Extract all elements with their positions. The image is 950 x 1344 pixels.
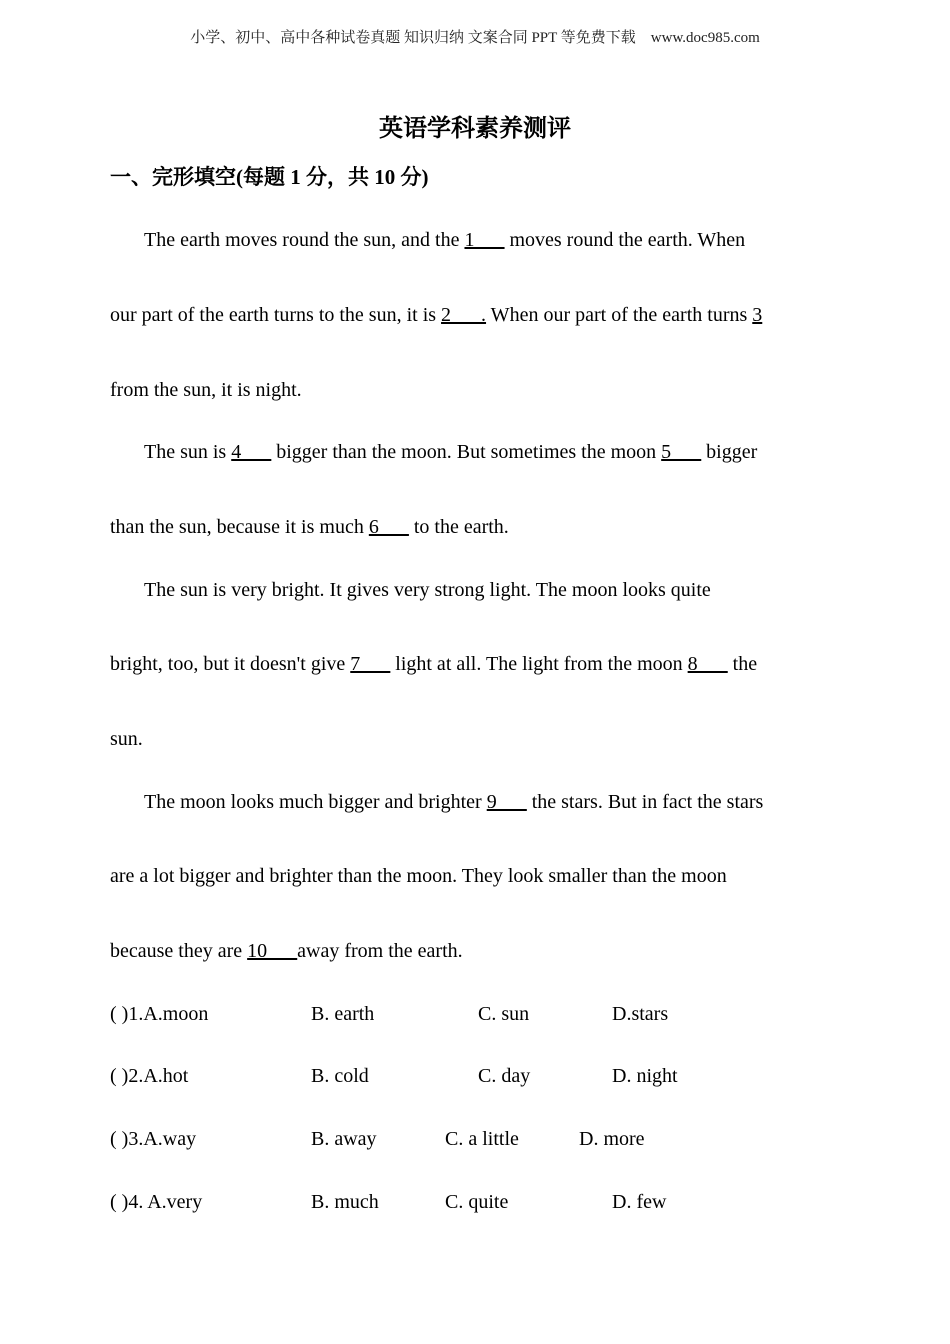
question-number: ( )1.A.moon	[110, 1003, 209, 1025]
option-c: C. sun	[478, 1003, 530, 1025]
option-d: D.stars	[612, 1003, 669, 1025]
passage-line: The moon looks much bigger and brighter 9___ the stars. But in fact the stars	[144, 791, 764, 813]
passage-line: bright, too, but it doesn't give 7___ light at all. The light from the moon 8___ the	[110, 653, 758, 675]
passage-line: our part of the earth turns to the sun, it is 2___. When our part of the earth turns 3	[110, 304, 763, 326]
blank-10: 10___	[247, 940, 298, 962]
blank-9: 9___	[486, 791, 527, 813]
passage-line: from the sun, it is night.	[110, 379, 302, 401]
passage-line: are a lot bigger and brighter than the moon. They look smaller than the moon	[110, 865, 727, 887]
option-d: D. more	[579, 1128, 645, 1150]
option-c: C. day	[478, 1065, 531, 1087]
blank-1: 1___	[464, 229, 505, 251]
question-number: ( )4. A.very	[110, 1191, 203, 1213]
blank-5: 5___	[661, 441, 702, 463]
blank-2: 2___.	[441, 304, 487, 326]
page-header	[0, 28, 950, 48]
passage-line: The earth moves round the sun, and the 1___ moves round the earth. When	[144, 229, 746, 251]
passage-line: The sun is very bright. It gives very strong light. The moon looks quite	[144, 579, 711, 601]
question-number: ( )3.A.way	[110, 1128, 197, 1150]
option-c: C. a little	[445, 1128, 519, 1150]
header-site-link[interactable]: www.doc985.com	[650, 30, 760, 46]
blank-4: 4___	[231, 441, 272, 463]
option-b: B. much	[311, 1191, 379, 1213]
header-banner: 小学、初中、高中各种试卷真题 知识归纳 文案合同 PPT 等免费下载	[190, 30, 636, 46]
option-c: C. quite	[445, 1191, 509, 1213]
section-heading: 一、完形填空(每题 1 分，共 10 分)	[110, 165, 429, 189]
passage-line: sun.	[110, 728, 143, 750]
passage-line: The sun is 4___ bigger than the moon. But sometimes the moon 5___ bigger	[144, 441, 758, 463]
option-b: B. cold	[311, 1065, 369, 1087]
blank-3: 3	[752, 304, 763, 326]
option-d: D. few	[612, 1191, 667, 1213]
blank-7: 7___	[350, 653, 391, 675]
option-b: B. away	[311, 1128, 377, 1150]
option-d: D. night	[612, 1065, 678, 1087]
question-number: ( )2.A.hot	[110, 1065, 189, 1087]
blank-6: 6___	[368, 516, 409, 538]
option-b: B. earth	[311, 1003, 375, 1025]
blank-8: 8___	[687, 653, 728, 675]
passage-line: because they are 10___away from the earth.	[110, 940, 463, 962]
page-title: 英语学科素养测评	[379, 116, 571, 142]
passage-line: than the sun, because it is much 6___ to the earth.	[110, 516, 509, 538]
